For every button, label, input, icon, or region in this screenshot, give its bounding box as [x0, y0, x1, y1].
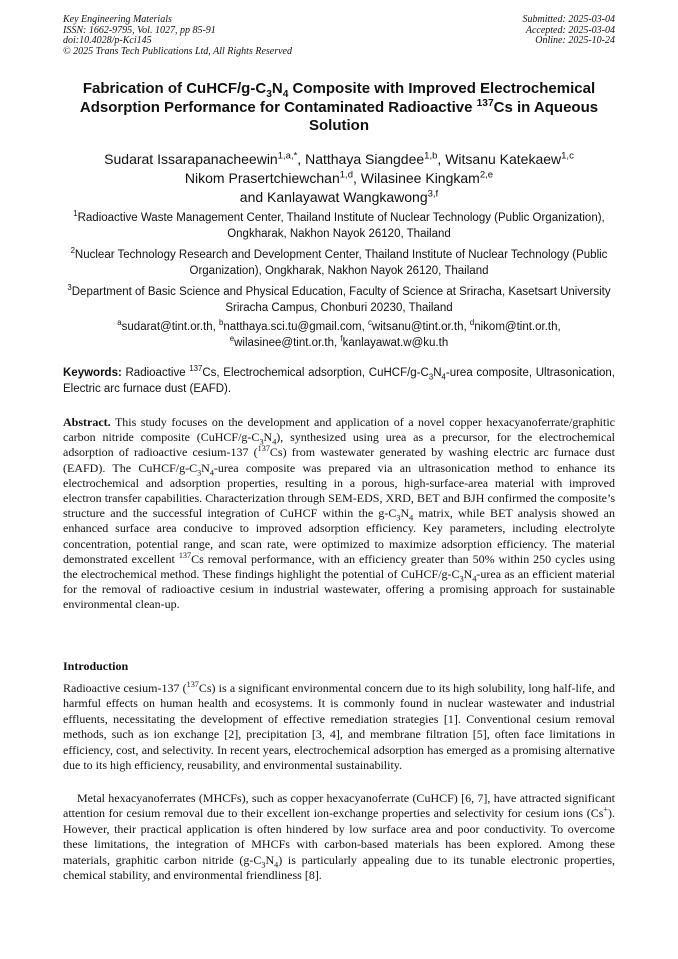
- issn-line: ISSN: 1662-9795, Vol. 1027, pp 85-91: [63, 24, 216, 36]
- author-name: Natthaya Siangdee: [305, 151, 425, 167]
- submitted-date: Submitted: 2025-03-04: [522, 14, 615, 25]
- author-name: Sudarat Issarapanacheewin: [104, 151, 278, 167]
- author-name: Wilasinee Kingkam: [360, 170, 480, 186]
- email-link[interactable]: wilasinee@tint.or.th: [234, 336, 335, 349]
- accepted-date: Accepted: 2025-03-04: [525, 24, 615, 36]
- journal-header: [63, 15, 292, 57]
- email-link[interactable]: nikom@tint.or.th: [474, 321, 558, 333]
- author-name: Nikom Prasertchiewchan: [184, 170, 340, 186]
- abstract: Abstract. This study focuses on the development and application of a novel copper hexacyanoferrate/graphitic carbon nitride composite $(CuHCF/g-C_3N_4)$, synthesized using urea as a precursor, for the electrochemical adsorption of radioactive cesium-137 ($^{137}$Cs) from wastewater generated by washing electric arc furnace dust (EAFD). The CuHCF/$g-C_3N_4$-urea composite was prepared via an ultrasonication method to enhance its electrochemical and adsorption properties, resulting in a porous, high-surface-area material with improved electron transfer capabilities. Characterization through SEM-EDS, XRD, BET and BJH confirmed the composite’s structure and the successful integration of CuHCF within the $g-C_3N_4$ matrix, while BET analysis showed an enhanced surface area conducive to improved adsorption efficiency. Key parameters, including electrolyte concentration, potential range, and scan rate, were optimized to maximize adsorption efficiency. The material demonstrated excellent $^{137}$Cs removal performance, with an efficiency greater than 50% within 250 cycles using the electrochemical method. These findings highlight the potential of CuHCF/$g-C_3N_4$-urea as an efficient material for the removal of radioactive cesium in industrial wastewater, offering a promising approach for sustainable environmental clean-up.: [63, 415, 616, 612]
- affiliation-1: $^1$Radioactive Waste Management Center, Thailand Institute of Nuclear Technology (Public Organization), Ongkharak, Nakhon Nayok 26120, Thailand: [73, 209, 605, 240]
- author-emails: $^a$sudarat@tint.or.th, $^b$natthaya.sci.tu@gmail.com, $^c$witsanu@tint.or.th, $^d$nikom@tint.or.th, $^e$wilasinee@tint.or.th, $^f$kanlayawat.w@ku.th: [117, 318, 561, 349]
- author-list: Sudarat Issarapanacheewin$^{1,a,*}$, Natthaya Siangdee$^{1,b}$, Witsanu Katekaew$^{1,c}$ Nikom Prasertchiewchan$^{1,d}$, Wilasinee Kingkam$^{2,e}$ and Kanlayawat Wangkawong$^{3,f}$: [104, 150, 574, 205]
- author-name: Kanlayawat Wangkawong: [267, 189, 428, 205]
- affiliation-3: $^3$Department of Basic Science and Physical Education, Faculty of Science at Sriracha, Kasetsart University Sriracha Campus, Chonburi 20230, Thailand: [67, 283, 611, 314]
- paper-title: Fabrication of CuHCF/$g-C_3N_4$ Composite with Improved Electrochemical Adsorption Performance for Contaminated Radioactive $^{137}$Cs in Aqueous Solution: [79, 80, 599, 134]
- online-date: Online: 2025-10-24: [535, 35, 615, 46]
- keywords-label: Keywords:: [63, 367, 122, 379]
- journal-name: Key Engineering Materials: [63, 14, 172, 25]
- email-link[interactable]: natthaya.sci.tu@gmail.com: [223, 321, 362, 333]
- dates-header: [523, 15, 616, 47]
- email-link[interactable]: sudarat@tint.or.th: [121, 321, 213, 333]
- doi-line: doi:10.4028/p-Kci145: [63, 35, 152, 46]
- keywords: Keywords: Radioactive $^{137}$Cs, Electrochemical adsorption, CuHCF/$g-C_3N_4$-urea composite, Ultrasonication, Electric arc furnace dust (EAFD).: [63, 364, 615, 395]
- introduction-paragraph-1: Radioactive cesium-137 ($^{137}$Cs) is a significant environmental concern due to its high solubility, long half-life, and harmful effects on human health and ecosystems. It is commonly found in nuclear wastewater and industrial effluents, necessitating the development of effective remediation strategies [1]. Conventional cesium removal methods, such as ion exchange [2], precipitation [3, 4], and membrane filtration [5], often face limitations in efficiency, cost, and selectivity. In recent years, electrochemical adsorption has emerged as a promising alternative due to its high efficiency, reusability, and environmental sustainability.: [63, 680, 615, 773]
- affiliation-2: $^2$Nuclear Technology Research and Development Center, Thailand Institute of Nuclear Technology (Public Organization), Ongkharak, Nakhon Nayok 26120, Thailand: [70, 246, 608, 277]
- introduction-paragraph-2: Metal hexacyanoferrates (MHCFs), such as copper hexacyanoferrate (CuHCF) [6, 7], have attracted significant attention for cesium removal due to their excellent ion-exchange properties and selectivity for cesium ions (Cs+). However, their practical application is often hindered by low surface area and poor conductivity. To overcome these limitations, the integration of MHCFs with carbon-based materials has been explored. Among these materials, graphitic carbon nitride $(g-C_3N_4)$ is particularly appealing due to its tunable electronic properties, chemical stability, and environmental friendliness [8].: [63, 791, 615, 883]
- email-link[interactable]: witsanu@tint.or.th: [371, 321, 464, 333]
- abstract-label: Abstract.: [63, 415, 111, 429]
- introduction-heading: Introduction: [63, 659, 129, 673]
- author-name: Witsanu Katekaew: [445, 151, 562, 167]
- copyright-line: © 2025 Trans Tech Publications Ltd, All Rights Reserved: [63, 45, 292, 57]
- email-link[interactable]: kanlayawat.w@ku.th: [342, 336, 449, 349]
